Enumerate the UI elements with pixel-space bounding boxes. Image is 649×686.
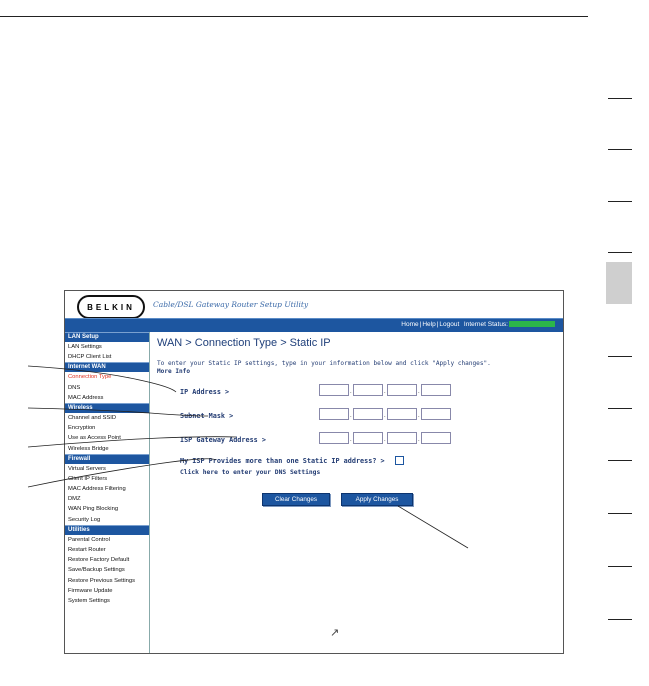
nav-separator: | xyxy=(436,321,439,328)
subnet-mask-group: . . . xyxy=(319,408,449,420)
page-tab-marker xyxy=(608,252,632,253)
subnet-octet-4[interactable] xyxy=(421,408,451,420)
intro-sentence: To enter your Static IP settings, type in your information below and click "Apply changes". xyxy=(157,360,491,367)
sidebar xyxy=(65,332,150,653)
page-tab-marker xyxy=(608,149,632,150)
gateway-octet-4[interactable] xyxy=(421,432,451,444)
sidebar-section-wireless: Wireless xyxy=(65,403,149,413)
nav-separator: | xyxy=(419,321,422,328)
help-link[interactable]: Help xyxy=(422,321,436,328)
mouse-cursor-icon: ↗ xyxy=(330,627,340,639)
ip-octet-1[interactable] xyxy=(319,384,349,396)
sidebar-item-restart-router[interactable]: Restart Router xyxy=(68,547,106,553)
ip-octet-2[interactable] xyxy=(353,384,383,396)
banner xyxy=(65,291,563,318)
main-content xyxy=(157,335,557,645)
gateway-octet-3[interactable] xyxy=(387,432,417,444)
home-link[interactable]: Home xyxy=(401,321,419,328)
sidebar-item-parental-control[interactable]: Parental Control xyxy=(68,536,110,543)
internet-status-label: Internet Status: xyxy=(463,321,508,328)
sidebar-item-dmz[interactable]: DMZ xyxy=(68,496,81,503)
internet-status-indicator xyxy=(509,321,555,327)
page-tab-marker xyxy=(608,566,632,567)
sidebar-section-lan-setup: LAN Setup xyxy=(65,332,149,342)
belkin-logo: BELKIN xyxy=(77,295,145,319)
dns-settings-link[interactable]: Click here to enter your DNS Settings xyxy=(180,469,321,476)
page-title: WAN > Connection Type > Static IP xyxy=(157,337,331,349)
isp-gateway-label: ISP Gateway Address > xyxy=(180,436,266,444)
subnet-octet-3[interactable] xyxy=(387,408,417,420)
logout-link[interactable]: Logout xyxy=(439,321,460,328)
top-nav-bar xyxy=(65,318,563,332)
sidebar-item-system-settings[interactable]: System Settings xyxy=(68,597,110,604)
sidebar-section-internet-wan: Internet WAN xyxy=(65,362,149,372)
sidebar-item-lan-settings[interactable]: LAN Settings xyxy=(68,344,102,350)
subnet-octet-1[interactable] xyxy=(319,408,349,420)
subnet-octet-2[interactable] xyxy=(353,408,383,420)
sidebar-item-wireless-bridge[interactable]: Wireless Bridge xyxy=(68,445,109,452)
sidebar-item-save-backup[interactable]: Save/Backup Settings xyxy=(68,567,125,574)
sidebar-item-dns[interactable]: DNS xyxy=(68,384,81,391)
page-tab-marker xyxy=(608,408,632,409)
router-window xyxy=(64,290,564,654)
multi-ip-checkbox[interactable] xyxy=(395,456,404,465)
sidebar-item-virtual-servers[interactable]: Virtual Servers xyxy=(68,465,106,472)
page-tab-active xyxy=(606,262,632,304)
clear-changes-button[interactable]: Clear Changes xyxy=(262,493,330,506)
sidebar-item-mac-address[interactable]: MAC Address xyxy=(68,394,104,401)
gateway-octet-2[interactable] xyxy=(353,432,383,444)
intro-text xyxy=(157,360,557,376)
sidebar-item-wan-ping-blocking[interactable]: WAN Ping Blocking xyxy=(68,506,119,513)
sidebar-item-firmware-update[interactable]: Firmware Update xyxy=(68,587,113,594)
isp-gateway-group: . . . xyxy=(319,432,449,444)
page-tab-marker xyxy=(608,619,632,620)
sidebar-item-dhcp-client-list[interactable]: DHCP Client List xyxy=(68,354,112,361)
sidebar-item-restore-factory[interactable]: Restore Factory Default xyxy=(68,557,130,564)
sidebar-item-restore-previous[interactable]: Restore Previous Settings xyxy=(68,577,136,584)
sidebar-item-connection-type[interactable]: Connection Type xyxy=(68,374,112,381)
ip-address-group: . . . xyxy=(319,384,449,396)
ip-address-label: IP Address > xyxy=(180,388,230,396)
sidebar-item-channel-ssid[interactable]: Channel and SSID xyxy=(68,414,117,421)
page-tab-marker xyxy=(608,513,632,514)
sidebar-section-utilities: Utilities xyxy=(65,525,149,535)
top-nav xyxy=(400,321,555,328)
sidebar-section-firewall: Firewall xyxy=(65,454,149,464)
top-rule xyxy=(0,16,588,17)
gateway-octet-1[interactable] xyxy=(319,432,349,444)
more-info-link[interactable]: More Info xyxy=(157,368,191,375)
page-tab-marker xyxy=(608,98,632,99)
ip-octet-4[interactable] xyxy=(421,384,451,396)
app-title: Cable/DSL Gateway Router Setup Utility xyxy=(153,300,309,309)
sidebar-item-mac-filtering[interactable]: MAC Address Filtering xyxy=(68,486,126,493)
sidebar-item-encryption[interactable]: Encryption xyxy=(68,425,96,432)
multi-ip-label: My ISP Provides more than one Static IP address? > xyxy=(180,457,385,465)
sidebar-item-security-log[interactable]: Security Log xyxy=(68,516,101,523)
apply-changes-button[interactable]: Apply Changes xyxy=(341,493,413,506)
page-tab-marker xyxy=(608,356,632,357)
sidebar-item-access-point[interactable]: Use as Access Point xyxy=(68,435,121,442)
subnet-mask-label: Subnet Mask > xyxy=(180,412,234,420)
page-tab-marker xyxy=(608,460,632,461)
ip-octet-3[interactable] xyxy=(387,384,417,396)
sidebar-item-client-ip-filters[interactable]: Client IP Filters xyxy=(68,475,108,482)
page-tab-marker xyxy=(608,201,632,202)
